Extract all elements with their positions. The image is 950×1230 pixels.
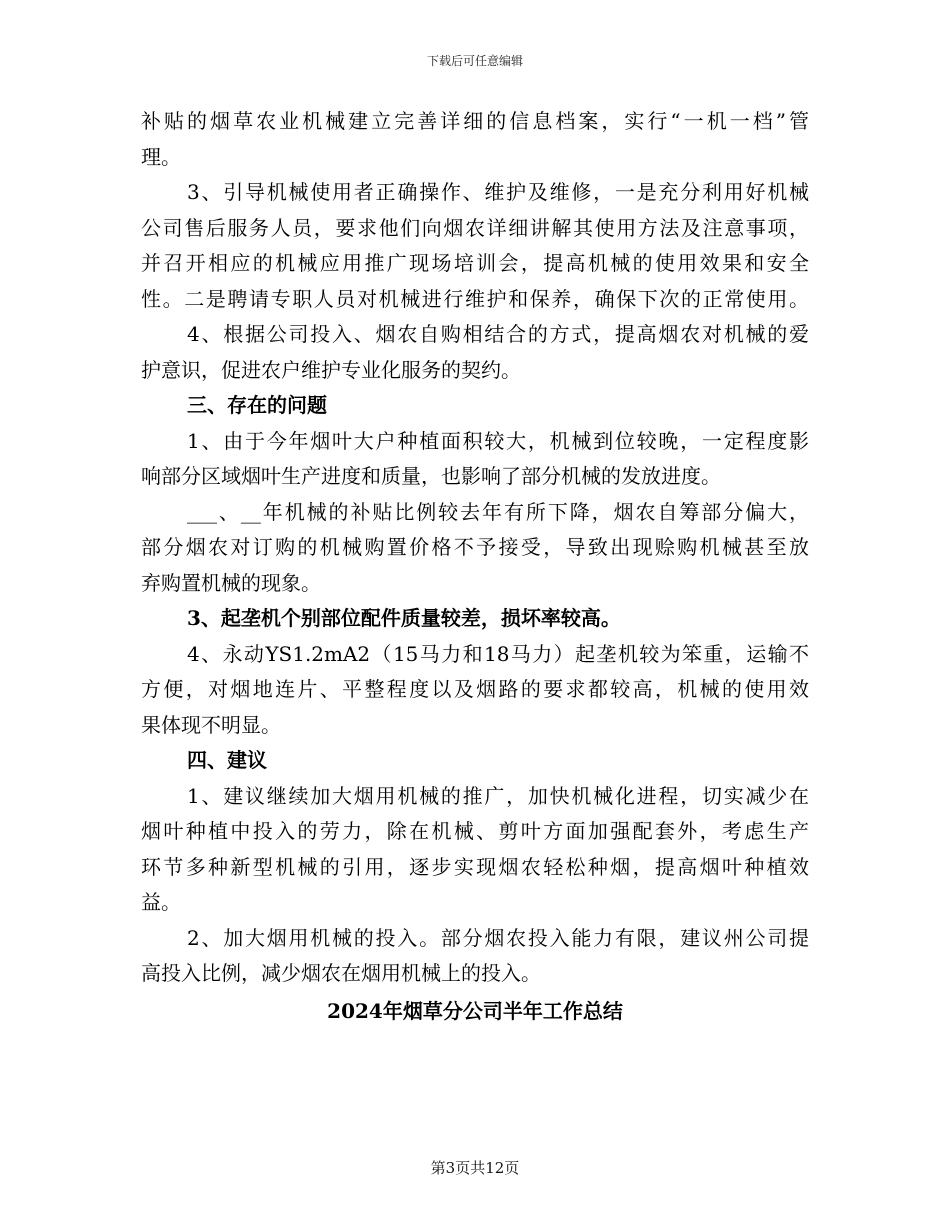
text-line: 响部分区域烟叶生产进度和质量，也影响了部分机械的发放进度。 (141, 464, 721, 488)
text-line: 4、永动YS1.2mA2（15马力和18马力）起垄机较为笨重，运输不 (187, 641, 809, 666)
text-line: 高投入比例，减少烟农在烟用机械上的投入。 (141, 961, 541, 985)
text-line: 1、由于今年烟叶大户种植面积较大，机械到位较晚，一定程度影 (187, 428, 809, 453)
text-line: 1、建议继续加大烟用机械的推广，加快机械化进程，切实减少在 (187, 783, 809, 808)
document-title: 2024年烟草分公司半年工作总结 (327, 998, 623, 1023)
text-line: 并召开相应的机械应用推广现场培训会，提高机械的使用效果和安全 (141, 251, 809, 275)
text-line: 部分烟农对订购的机械购置价格不予接受，导致出现赊购机械甚至放 (141, 535, 809, 559)
page-header: 下载后可任意编辑 (426, 54, 523, 68)
text-line: 补贴的烟草农业机械建立完善详细的信息档案，实行“一机一档”管 (141, 109, 809, 133)
text-line: 果体现不明显。 (141, 712, 281, 737)
page-footer: 第3页共12页 (430, 1159, 520, 1177)
text-line: ___、__年机械的补贴比例较去年有所下降，烟农自筹部分偏大， (187, 499, 809, 524)
text-line: 理。 (141, 144, 181, 169)
text-line: 益。 (141, 890, 181, 914)
section-heading: 三、存在的问题 (187, 393, 327, 417)
text-line: 3、引导机械使用者正确操作、维护及维修，一是充分利用好机械 (187, 180, 809, 204)
document-body (141, 104, 809, 1029)
section-heading: 四、建议 (187, 748, 267, 772)
text-line: 环节多种新型机械的引用，逐步实现烟农轻松种烟，提高烟叶种植效 (141, 854, 809, 879)
section-heading: 3、起垄机个别部位配件质量较差，损坏率较高。 (187, 606, 621, 630)
text-line: 性。二是聘请专职人员对机械进行维护和保养，确保下次的正常使用。 (141, 286, 809, 311)
text-line: 2、加大烟用机械的投入。部分烟农投入能力有限，建议州公司提 (187, 925, 809, 950)
text-line: 烟叶种植中投入的劳力，除在机械、剪叶方面加强配套外，考虑生产 (141, 819, 809, 843)
text-line: 公司售后服务人员，要求他们向烟农详细讲解其使用方法及注意事项， (141, 215, 809, 240)
text-line: 护意识，促进农户维护专业化服务的契约。 (141, 357, 521, 382)
text-line: 方便，对烟地连片、平整程度以及烟路的要求都较高，机械的使用效 (141, 677, 809, 701)
text-line: 弃购置机械的现象。 (141, 570, 321, 595)
text-line: 4、根据公司投入、烟农自购相结合的方式，提高烟农对机械的爱 (187, 322, 809, 346)
